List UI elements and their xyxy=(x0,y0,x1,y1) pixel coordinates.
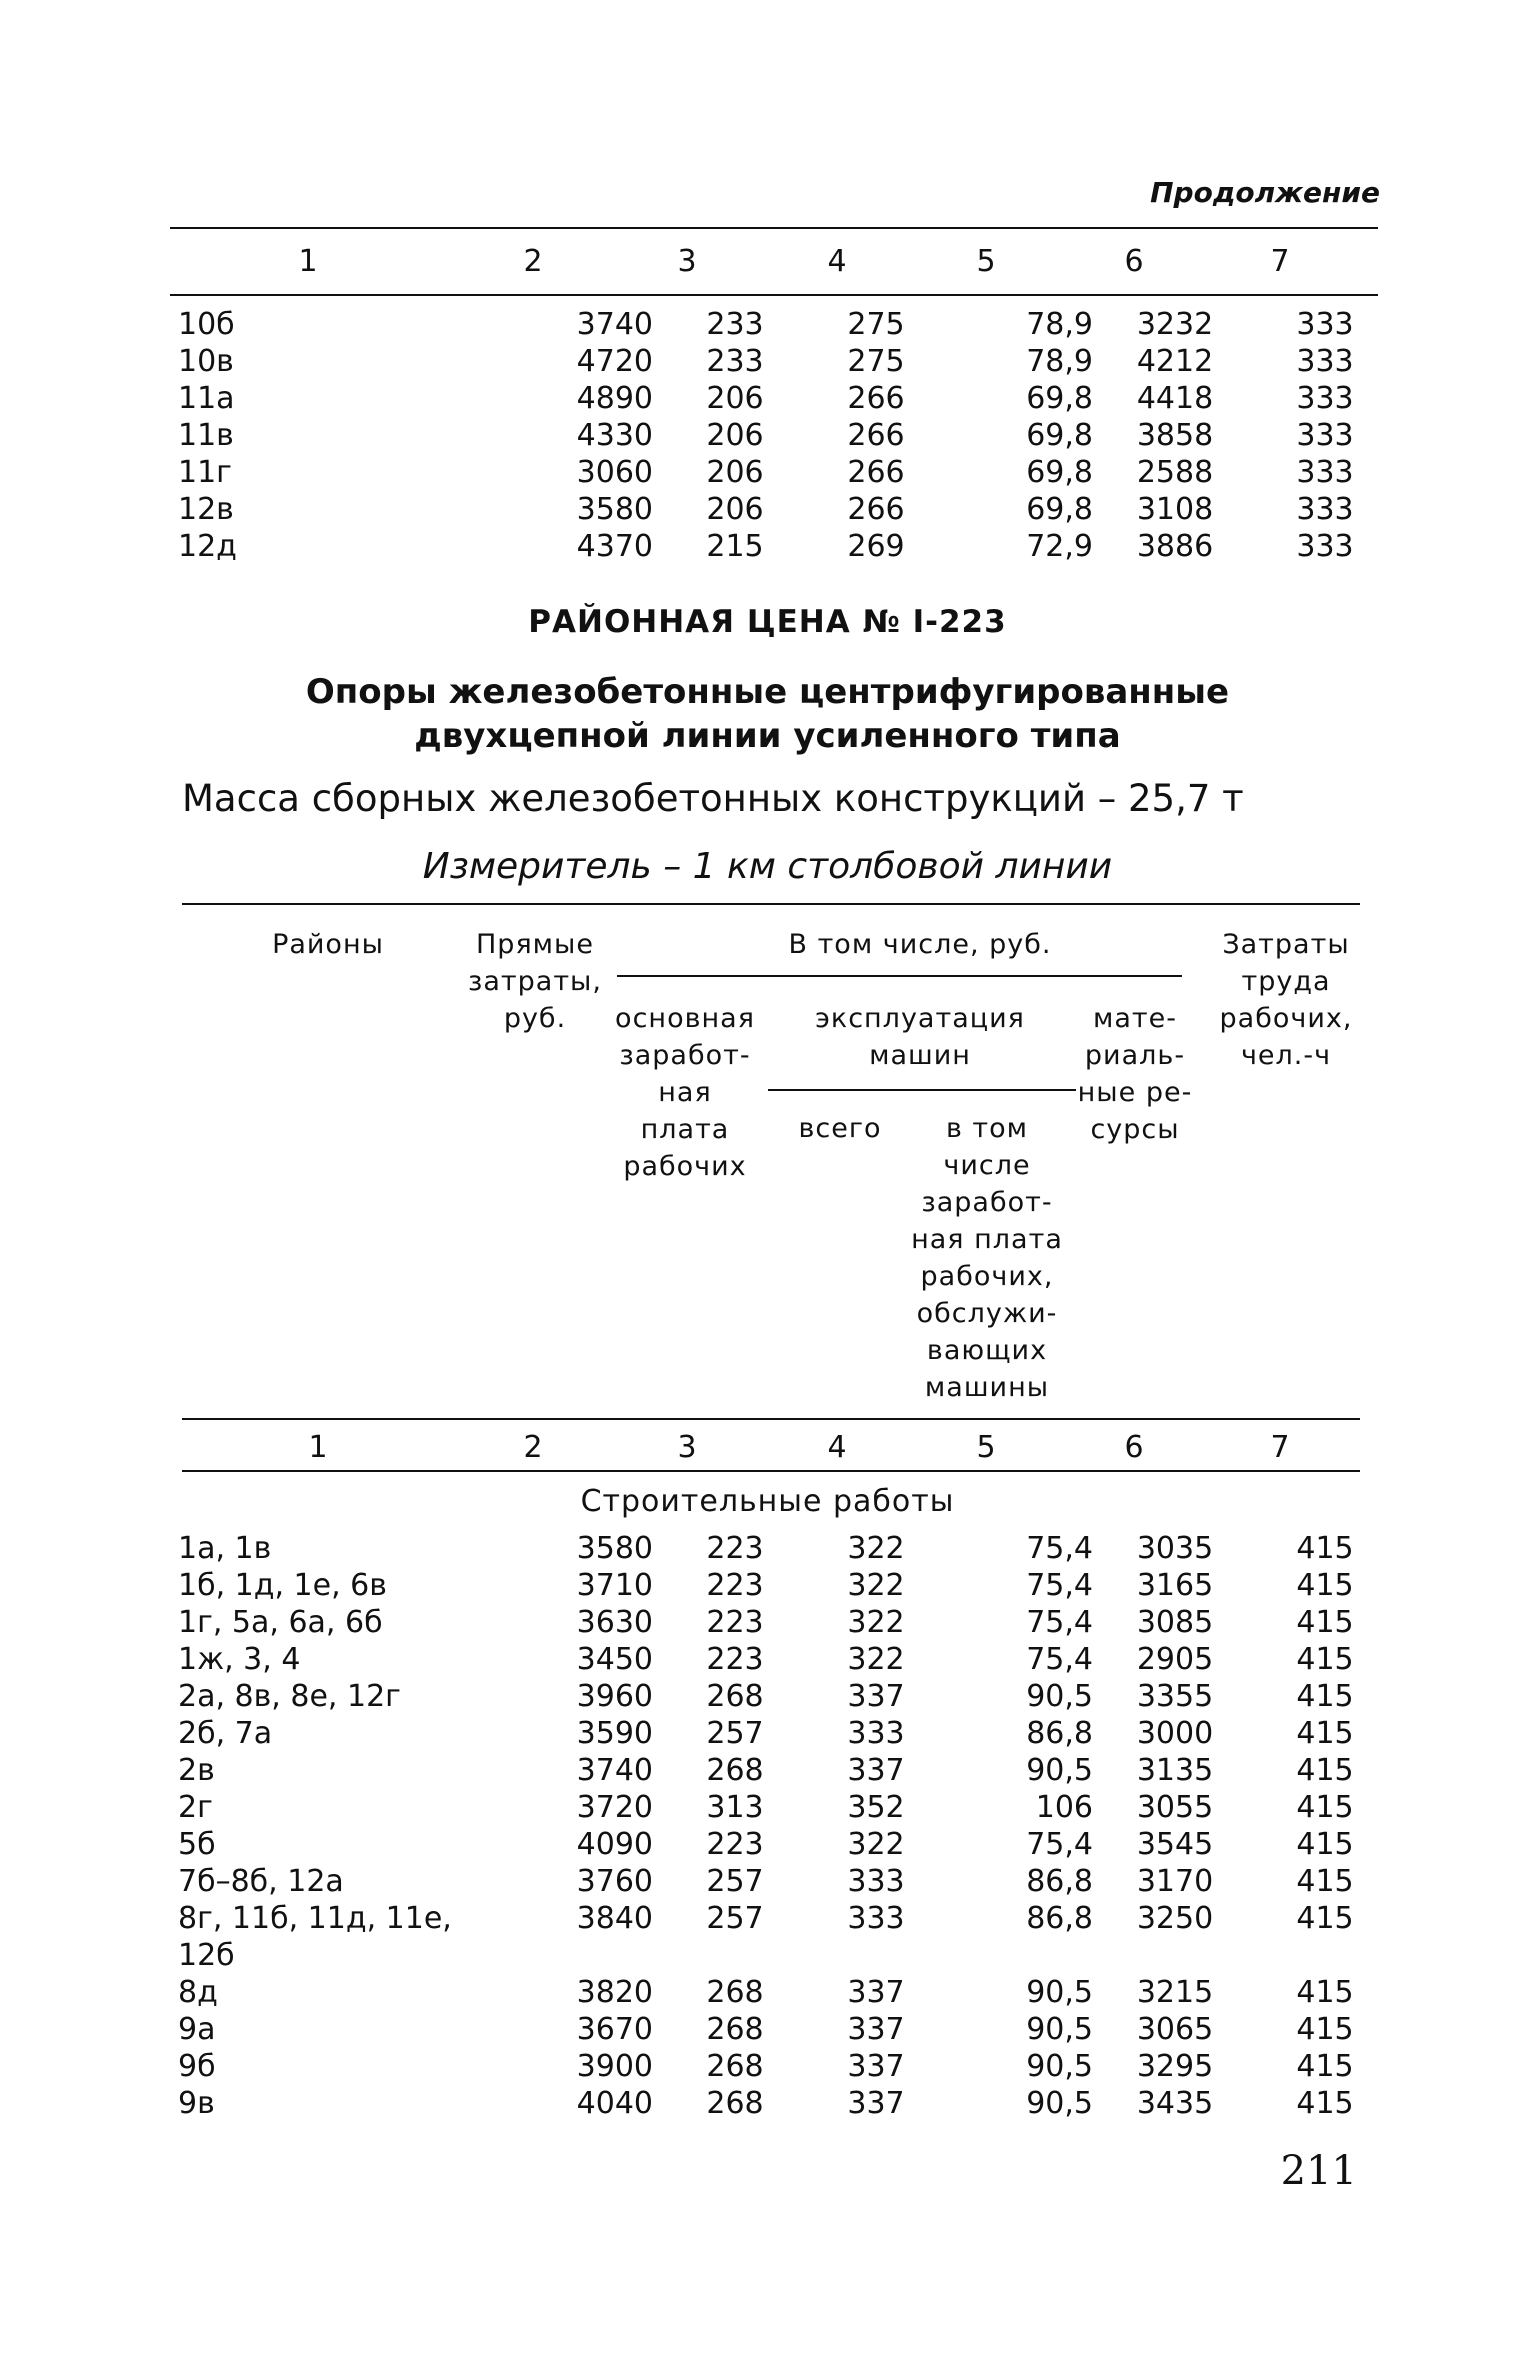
value-cell: 206 xyxy=(706,492,764,527)
mass-text: Масса сборных железобетонных конструкций – 25,7 т xyxy=(182,777,1244,820)
value-cell: 415 xyxy=(1296,2049,1354,2084)
table-row xyxy=(178,1641,1405,1678)
region-cell: 11в xyxy=(178,418,234,453)
value-cell xyxy=(671,1937,799,1974)
value-cell: 90,5 xyxy=(1026,2086,1093,2121)
region-cell: 12д xyxy=(178,529,237,564)
header-wage-line: рабочих xyxy=(623,1151,747,1182)
value-cell: 3820 xyxy=(576,1975,653,2010)
value-cell: 266 xyxy=(847,455,905,490)
value-cell: 257 xyxy=(706,1716,764,1751)
value-cell: 3232 xyxy=(1136,307,1214,342)
colnum-4: 4 xyxy=(827,244,847,279)
value-cell: 415 xyxy=(1296,1864,1354,1899)
value-cell: 75,4 xyxy=(1026,1531,1093,1566)
continuation-label: Продолжение xyxy=(1150,176,1380,209)
value-cell: 333 xyxy=(1296,344,1354,379)
table-row xyxy=(178,380,1405,417)
header-direct-costs xyxy=(460,926,610,1037)
table-row xyxy=(178,417,1405,454)
value-cell: 3960 xyxy=(576,1679,653,1714)
header-materials xyxy=(1075,1000,1195,1148)
value-cell: 86,8 xyxy=(1026,1716,1093,1751)
value-cell: 90,5 xyxy=(1026,2049,1093,2084)
colnum-5: 5 xyxy=(976,244,996,279)
region-cell: 1г, 5а, 6а, 6б xyxy=(178,1605,383,1640)
region-cell: 9б xyxy=(178,2049,216,2084)
value-cell: 3760 xyxy=(576,1864,653,1899)
value-cell: 269 xyxy=(847,529,905,564)
colnum-3: 3 xyxy=(677,244,697,279)
value-cell: 90,5 xyxy=(1026,1753,1093,1788)
header-incl-wage-line: машины xyxy=(924,1372,1050,1403)
table-row xyxy=(178,454,1405,491)
value-cell: 3630 xyxy=(576,1605,653,1640)
region-cell: 2в xyxy=(178,1753,215,1788)
value-cell: 3710 xyxy=(576,1568,653,1603)
header-regions: Районы xyxy=(272,929,384,960)
value-cell: 3435 xyxy=(1136,2086,1214,2121)
value-cell: 3355 xyxy=(1136,1679,1214,1714)
colnum-6: 6 xyxy=(1124,244,1144,279)
value-cell: 322 xyxy=(847,1642,905,1677)
main-title-line-2: двухцепной линии усиленного типа xyxy=(414,716,1121,756)
value-cell: 415 xyxy=(1296,1975,1354,2010)
value-cell: 90,5 xyxy=(1026,1679,1093,1714)
value-cell: 337 xyxy=(847,1679,905,1714)
value-cell: 75,4 xyxy=(1026,1605,1093,1640)
value-cell: 415 xyxy=(1296,1605,1354,1640)
table-row xyxy=(178,1567,1405,1604)
value-cell: 268 xyxy=(706,2086,764,2121)
header-machines-rule xyxy=(768,1089,1076,1091)
header-labor-line: рабочих, xyxy=(1219,1003,1353,1034)
header-total: всего xyxy=(798,1113,882,1144)
value-cell xyxy=(1245,1937,1405,1974)
value-cell: 4330 xyxy=(576,418,653,453)
colnum-6: 6 xyxy=(1124,1430,1144,1465)
value-cell: 415 xyxy=(1296,1679,1354,1714)
value-cell: 223 xyxy=(706,1642,764,1677)
value-cell: 69,8 xyxy=(1026,492,1093,527)
header-incl-wage-line: рабочих, xyxy=(920,1261,1054,1292)
table1-column-numbers xyxy=(0,244,1535,284)
value-cell: 75,4 xyxy=(1026,1827,1093,1862)
value-cell: 3170 xyxy=(1136,1864,1214,1899)
header-incl-wage-line: в том xyxy=(945,1113,1029,1144)
page-number: 211 xyxy=(1280,2148,1357,2194)
value-cell: 415 xyxy=(1296,2086,1354,2121)
value-cell: 333 xyxy=(1296,455,1354,490)
colnum-2: 2 xyxy=(523,1430,543,1465)
table2 xyxy=(178,1530,1405,2122)
value-cell: 322 xyxy=(847,1568,905,1603)
value-cell: 215 xyxy=(706,529,764,564)
value-cell: 266 xyxy=(847,418,905,453)
value-cell: 313 xyxy=(706,1790,764,1825)
region-cell: 9в xyxy=(178,2086,215,2121)
table-row xyxy=(178,1678,1405,1715)
region-cell: 10в xyxy=(178,344,234,379)
value-cell xyxy=(953,1937,1105,1974)
value-cell: 4370 xyxy=(576,529,653,564)
header-materials-line: риаль- xyxy=(1084,1040,1186,1071)
value-cell: 90,5 xyxy=(1026,2012,1093,2047)
value-cell: 2905 xyxy=(1136,1642,1214,1677)
header-materials-line: мате- xyxy=(1093,1003,1177,1034)
header-wage-line: основная xyxy=(615,1003,755,1034)
value-cell: 268 xyxy=(706,2012,764,2047)
header-wage-line: плата xyxy=(640,1114,730,1145)
value-cell: 337 xyxy=(847,2049,905,2084)
value-cell: 4090 xyxy=(576,1827,653,1862)
value-cell: 3135 xyxy=(1136,1753,1214,1788)
region-cell: 8г, 11б, 11д, 11е, xyxy=(178,1901,452,1936)
value-cell: 3000 xyxy=(1136,1716,1214,1751)
header-machines-line: машин xyxy=(869,1040,971,1071)
region-cell: 2г xyxy=(178,1790,213,1825)
header-including-rule xyxy=(617,975,1182,977)
table-row xyxy=(178,1900,1405,1937)
table-row xyxy=(178,2011,1405,2048)
value-cell: 206 xyxy=(706,381,764,416)
header-materials-line: ные ре- xyxy=(1077,1077,1193,1108)
value-cell: 86,8 xyxy=(1026,1864,1093,1899)
table1-header-rule xyxy=(170,294,1378,296)
header-incl-wage-line: вающих xyxy=(926,1335,1048,1366)
value-cell: 3886 xyxy=(1136,529,1214,564)
header-wage xyxy=(610,1000,760,1185)
table2-header-rule xyxy=(182,1418,1360,1420)
value-cell: 69,8 xyxy=(1026,418,1093,453)
value-cell: 333 xyxy=(1296,381,1354,416)
region-cell: 12в xyxy=(178,492,234,527)
value-cell: 333 xyxy=(1296,529,1354,564)
value-cell xyxy=(1105,1937,1245,1974)
value-cell: 415 xyxy=(1296,2012,1354,2047)
colnum-1: 1 xyxy=(298,244,318,279)
region-cell: 1а, 1в xyxy=(178,1531,272,1566)
value-cell: 4418 xyxy=(1136,381,1214,416)
value-cell: 3215 xyxy=(1136,1975,1214,2010)
table-row xyxy=(178,306,1405,343)
value-cell: 3295 xyxy=(1136,2049,1214,2084)
value-cell: 322 xyxy=(847,1531,905,1566)
value-cell: 3580 xyxy=(576,1531,653,1566)
table-row xyxy=(178,491,1405,528)
value-cell: 3250 xyxy=(1136,1901,1214,1936)
value-cell: 3840 xyxy=(576,1901,653,1936)
colnum-7: 7 xyxy=(1270,244,1290,279)
main-title-line-1: Опоры железобетонные центрифугированные xyxy=(305,672,1230,712)
value-cell xyxy=(799,1937,953,1974)
value-cell: 415 xyxy=(1296,1642,1354,1677)
header-incl-wage-line: обслужи- xyxy=(916,1298,1058,1329)
value-cell: 233 xyxy=(706,307,764,342)
header-incl-wage-line: заработ- xyxy=(921,1187,1053,1218)
value-cell: 3108 xyxy=(1136,492,1214,527)
value-cell: 4040 xyxy=(576,2086,653,2121)
header-wage-line: ная xyxy=(658,1077,712,1108)
value-cell: 268 xyxy=(706,2049,764,2084)
table-row xyxy=(178,1752,1405,1789)
value-cell: 257 xyxy=(706,1901,764,1936)
value-cell: 337 xyxy=(847,2012,905,2047)
table1-top-rule xyxy=(170,227,1378,229)
value-cell: 4720 xyxy=(576,344,653,379)
table-row xyxy=(178,1937,1405,1974)
value-cell: 233 xyxy=(706,344,764,379)
header-materials-line: сурсы xyxy=(1090,1114,1180,1145)
region-cell: 12б xyxy=(178,1938,235,1973)
table-row xyxy=(178,2048,1405,2085)
value-cell: 268 xyxy=(706,1753,764,1788)
value-cell: 3670 xyxy=(576,2012,653,2047)
value-cell: 415 xyxy=(1296,1827,1354,1862)
value-cell: 266 xyxy=(847,381,905,416)
value-cell: 333 xyxy=(1296,307,1354,342)
region-cell: 2б, 7а xyxy=(178,1716,273,1751)
header-wage-line: заработ- xyxy=(619,1040,751,1071)
region-cell: 1б, 1д, 1е, 6в xyxy=(178,1568,387,1603)
value-cell: 333 xyxy=(847,1901,905,1936)
value-cell: 69,8 xyxy=(1026,381,1093,416)
value-cell: 72,9 xyxy=(1026,529,1093,564)
value-cell: 90,5 xyxy=(1026,1975,1093,2010)
measure-text: Измеритель – 1 км столбовой линии xyxy=(422,846,1113,887)
value-cell: 3858 xyxy=(1136,418,1214,453)
value-cell: 4890 xyxy=(576,381,653,416)
table-row xyxy=(178,1604,1405,1641)
colnum-5: 5 xyxy=(976,1430,996,1465)
value-cell: 86,8 xyxy=(1026,1901,1093,1936)
value-cell: 2588 xyxy=(1136,455,1214,490)
table-row xyxy=(178,1715,1405,1752)
header-labor xyxy=(1196,926,1376,1074)
table-row xyxy=(178,2085,1405,2122)
table-row xyxy=(178,1974,1405,2011)
value-cell: 75,4 xyxy=(1026,1568,1093,1603)
table-row xyxy=(178,528,1405,565)
value-cell: 3900 xyxy=(576,2049,653,2084)
colnum-3: 3 xyxy=(677,1430,697,1465)
value-cell: 78,9 xyxy=(1026,307,1093,342)
value-cell: 3740 xyxy=(576,1753,653,1788)
value-cell: 415 xyxy=(1296,1753,1354,1788)
value-cell: 223 xyxy=(706,1568,764,1603)
value-cell: 275 xyxy=(847,344,905,379)
header-direct-costs-line: Прямые xyxy=(476,929,594,960)
value-cell: 206 xyxy=(706,455,764,490)
value-cell: 415 xyxy=(1296,1568,1354,1603)
header-incl-wage-line: числе xyxy=(943,1150,1031,1181)
value-cell: 3065 xyxy=(1136,2012,1214,2047)
table2-body-rule xyxy=(182,1470,1360,1472)
value-cell: 3060 xyxy=(576,455,653,490)
header-direct-costs-line: руб. xyxy=(503,1003,567,1034)
colnum-7: 7 xyxy=(1270,1430,1290,1465)
value-cell: 206 xyxy=(706,418,764,453)
value-cell: 337 xyxy=(847,1753,905,1788)
header-labor-line: труда xyxy=(1241,966,1331,997)
colnum-4: 4 xyxy=(827,1430,847,1465)
value-cell: 257 xyxy=(706,1864,764,1899)
value-cell xyxy=(498,1937,671,1974)
value-cell: 3165 xyxy=(1136,1568,1214,1603)
region-cell: 11а xyxy=(178,381,235,416)
table2-top-rule xyxy=(182,903,1360,905)
value-cell: 3035 xyxy=(1136,1531,1214,1566)
table-row xyxy=(178,1863,1405,1900)
region-cell: 11г xyxy=(178,455,232,490)
region-cell: 1ж, 3, 4 xyxy=(178,1642,301,1677)
table-row xyxy=(178,343,1405,380)
value-cell: 3720 xyxy=(576,1790,653,1825)
value-cell: 223 xyxy=(706,1605,764,1640)
main-title xyxy=(0,670,1535,758)
table1 xyxy=(178,306,1405,565)
region-cell: 2а, 8в, 8е, 12г xyxy=(178,1679,401,1714)
value-cell: 352 xyxy=(847,1790,905,1825)
table-row xyxy=(178,1789,1405,1826)
value-cell: 333 xyxy=(1296,492,1354,527)
value-cell: 223 xyxy=(706,1531,764,1566)
value-cell: 223 xyxy=(706,1827,764,1862)
subtitle-construction-works: Строительные работы xyxy=(580,1484,955,1519)
value-cell: 415 xyxy=(1296,1716,1354,1751)
table-row xyxy=(178,1826,1405,1863)
value-cell: 69,8 xyxy=(1026,455,1093,490)
value-cell: 4212 xyxy=(1136,344,1214,379)
value-cell: 3740 xyxy=(576,307,653,342)
value-cell: 337 xyxy=(847,2086,905,2121)
table-row xyxy=(178,1530,1405,1567)
colnum-2: 2 xyxy=(523,244,543,279)
value-cell: 415 xyxy=(1296,1531,1354,1566)
section-title: РАЙОННАЯ ЦЕНА № I-223 xyxy=(528,604,1007,640)
region-cell: 8д xyxy=(178,1975,218,2010)
value-cell: 3545 xyxy=(1136,1827,1214,1862)
value-cell: 268 xyxy=(706,1975,764,2010)
value-cell: 268 xyxy=(706,1679,764,1714)
value-cell: 266 xyxy=(847,492,905,527)
value-cell: 3085 xyxy=(1136,1605,1214,1640)
header-machines-line: эксплуатация xyxy=(815,1003,1025,1034)
header-including: В том числе, руб. xyxy=(788,929,1052,960)
header-incl-wage xyxy=(902,1110,1072,1406)
header-machines xyxy=(765,1000,1075,1074)
header-direct-costs-line: затраты, xyxy=(468,966,602,997)
value-cell: 106 xyxy=(1035,1790,1093,1825)
table2-column-numbers xyxy=(0,1430,1535,1470)
value-cell: 78,9 xyxy=(1026,344,1093,379)
value-cell: 415 xyxy=(1296,1790,1354,1825)
region-cell: 7б–8б, 12а xyxy=(178,1864,344,1899)
value-cell: 3580 xyxy=(576,492,653,527)
value-cell: 337 xyxy=(847,1975,905,2010)
region-cell: 9а xyxy=(178,2012,216,2047)
value-cell: 75,4 xyxy=(1026,1642,1093,1677)
header-incl-wage-line: ная плата xyxy=(911,1224,1063,1255)
value-cell: 322 xyxy=(847,1827,905,1862)
colnum-1: 1 xyxy=(308,1430,328,1465)
value-cell: 3450 xyxy=(576,1642,653,1677)
value-cell: 322 xyxy=(847,1605,905,1640)
header-labor-line: Затраты xyxy=(1222,929,1350,960)
value-cell: 3055 xyxy=(1136,1790,1214,1825)
value-cell: 333 xyxy=(847,1864,905,1899)
value-cell: 333 xyxy=(847,1716,905,1751)
value-cell: 275 xyxy=(847,307,905,342)
region-cell: 5б xyxy=(178,1827,216,1862)
value-cell: 3590 xyxy=(576,1716,653,1751)
region-cell: 10б xyxy=(178,307,235,342)
value-cell: 333 xyxy=(1296,418,1354,453)
value-cell: 415 xyxy=(1296,1901,1354,1936)
header-labor-line: чел.-ч xyxy=(1240,1040,1332,1071)
